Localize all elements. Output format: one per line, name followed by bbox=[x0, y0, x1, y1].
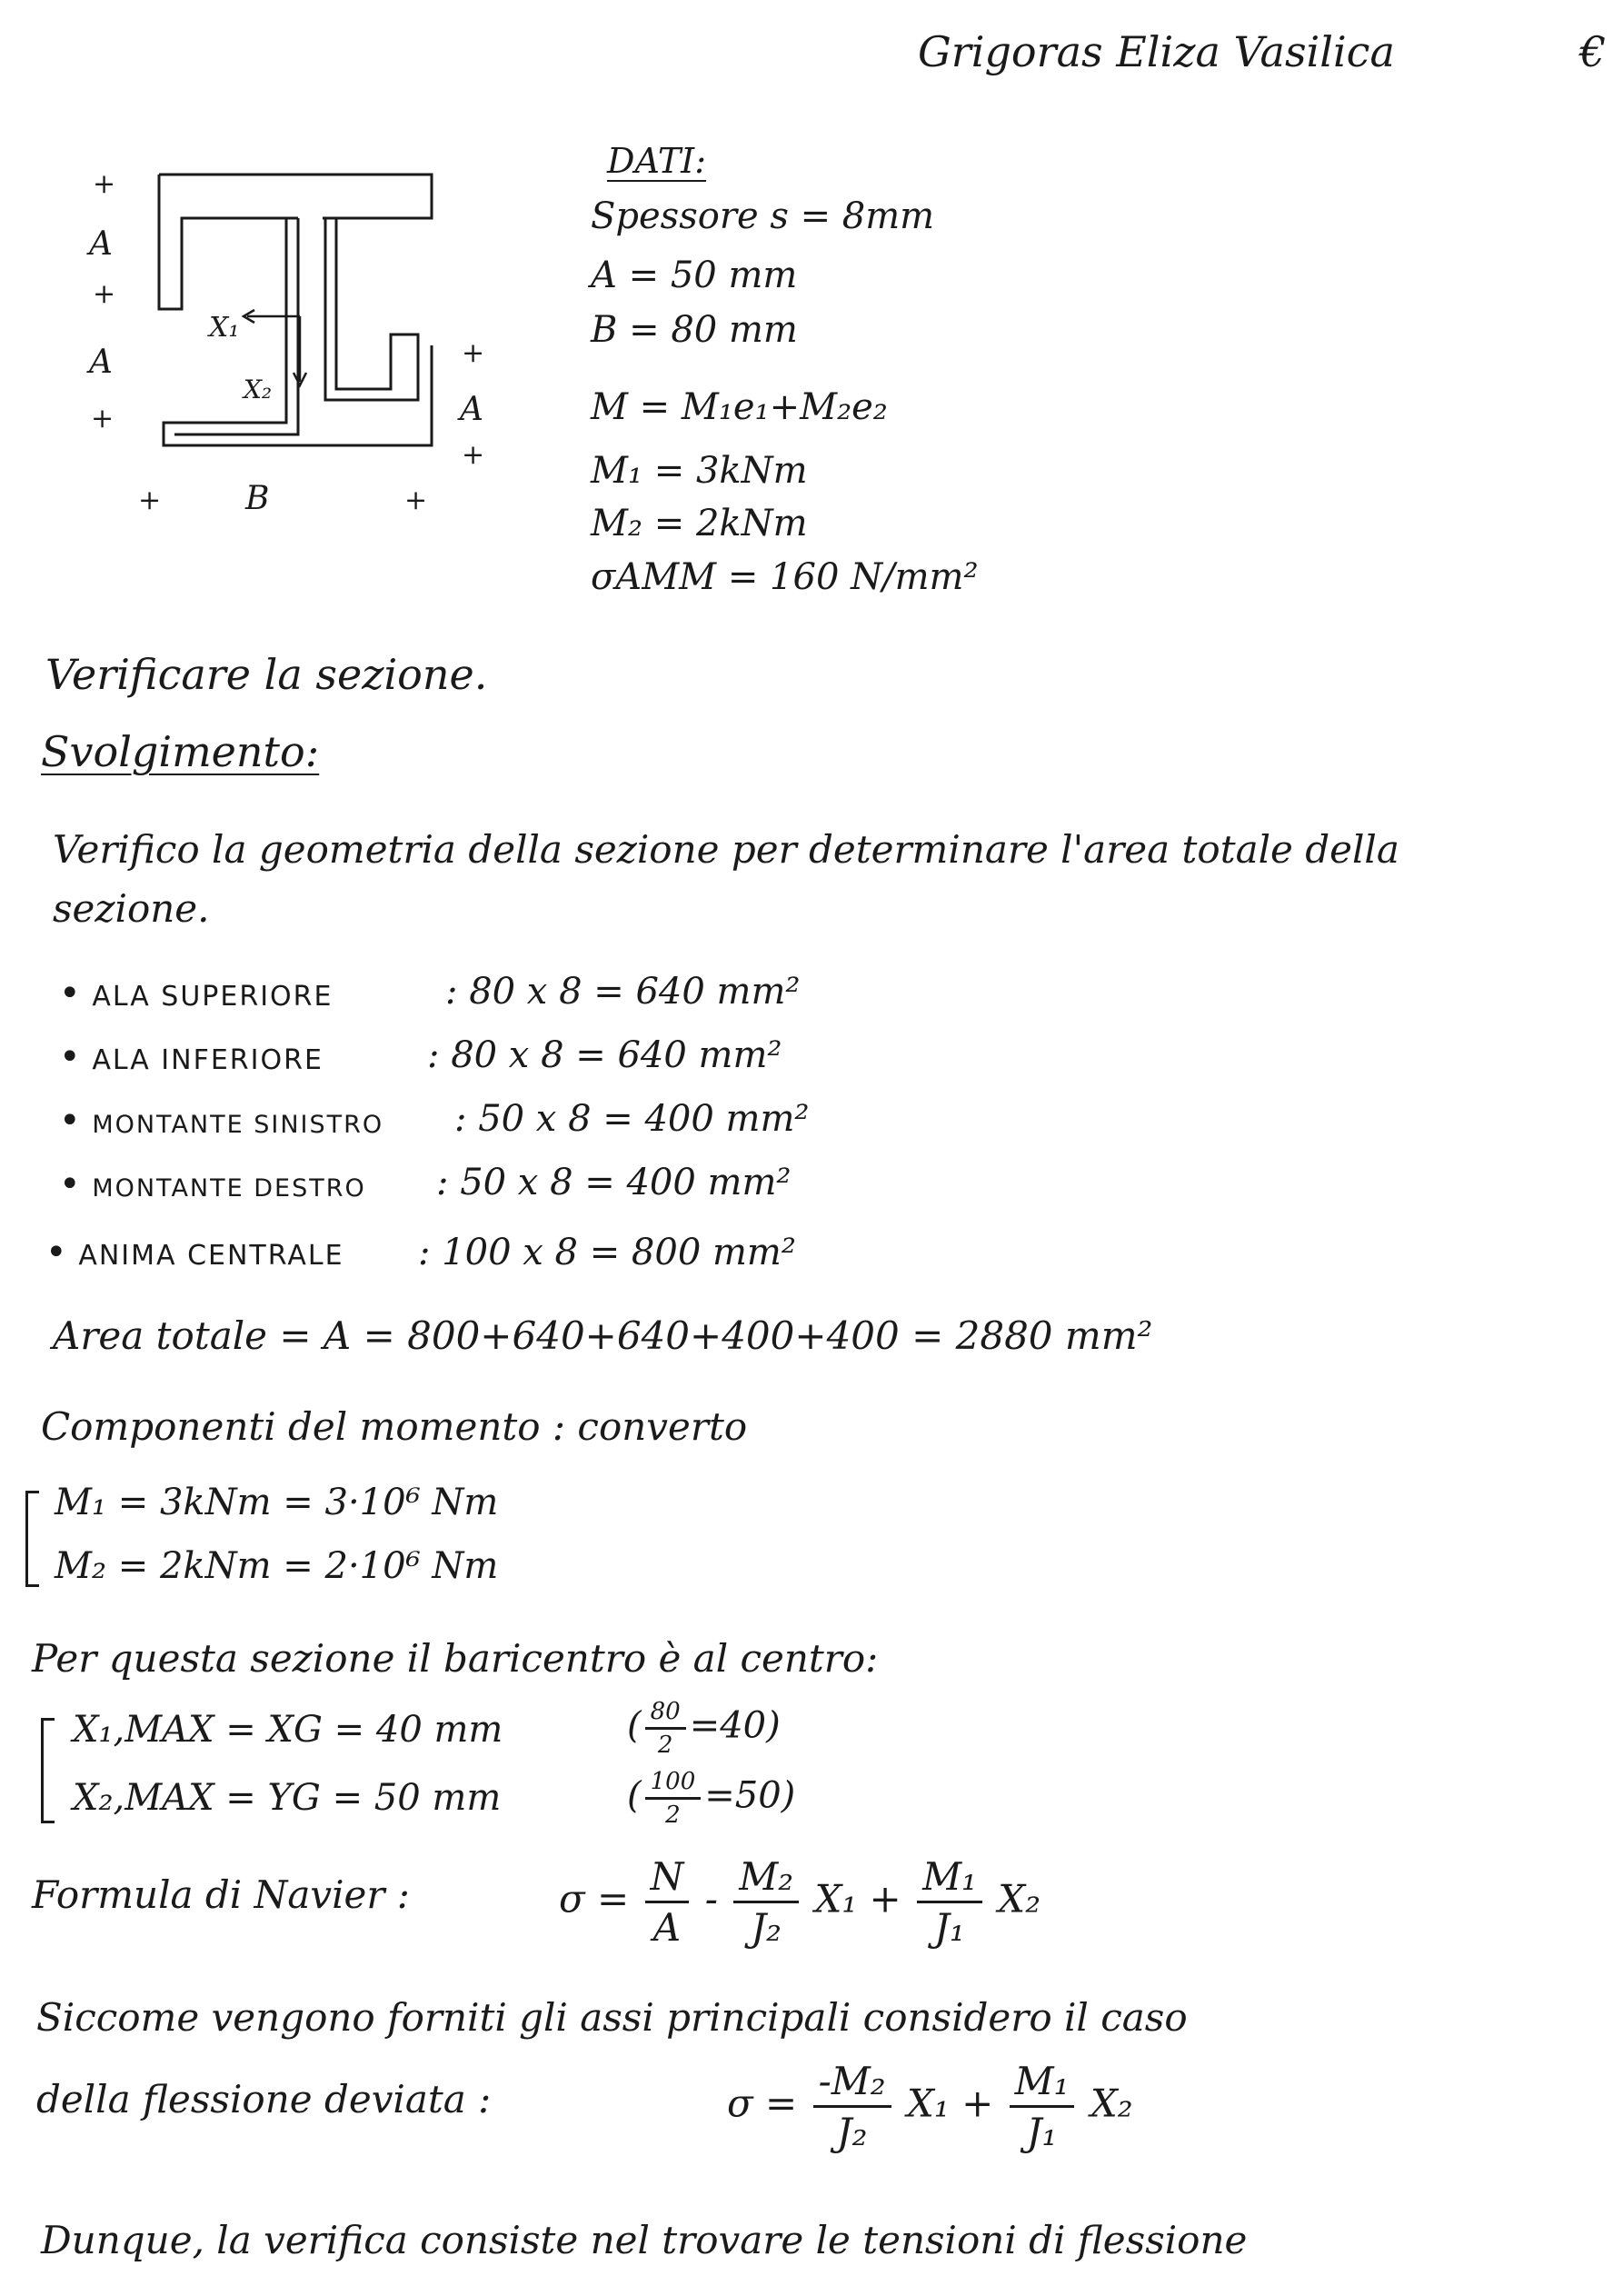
task-statement: Verificare la sezione. bbox=[45, 650, 488, 699]
brace bbox=[41, 1718, 55, 1823]
list-item-calc: : 50 x 8 = 400 mm² bbox=[436, 1162, 792, 1203]
author-name: Grigoras Eliza Vasilica bbox=[918, 27, 1395, 76]
dati-M: M = M₁e₁+M₂e₂ bbox=[591, 386, 888, 428]
deviata-formula: σ = $\frac{\text{-M₂}}{\text{J₂}}$ X₁ + $\frac{\text{M₁}}{\text{J₁}}$ X₂ bbox=[727, 2059, 1133, 2154]
list-item: • ALA SUPERIORE bbox=[59, 973, 334, 1014]
plus-mark: + bbox=[462, 439, 485, 471]
list-item: • ALA INFERIORE bbox=[59, 1036, 324, 1078]
dim-label-A: A bbox=[460, 391, 483, 428]
siccome-line-1: Siccome vengono forniti gli assi principali considero il caso bbox=[36, 1995, 1188, 2040]
list-item: • MONTANTE SINISTRO bbox=[59, 1100, 384, 1142]
plus-mark: + bbox=[404, 484, 428, 516]
dim-label-B: B bbox=[245, 480, 270, 517]
x2-max: X₂,MAX = YG = 50 mm bbox=[73, 1777, 502, 1819]
plus-mark: + bbox=[91, 403, 115, 434]
list-item-calc: : 80 x 8 = 640 mm² bbox=[445, 971, 801, 1013]
moment-title: Componenti del momento : converto bbox=[41, 1404, 748, 1449]
brace bbox=[25, 1491, 39, 1587]
list-item: • ANIMA CENTRALE bbox=[45, 1232, 344, 1273]
list-item: • MONTANTE DESTRO bbox=[59, 1163, 366, 1205]
intro-line-1: Verifico la geometria della sezione per determinare l'area totale della bbox=[53, 827, 1399, 872]
x1-check: ( $\frac{80}{2}$ =40) bbox=[627, 1698, 781, 1759]
intro-line-2: sezione. bbox=[53, 886, 210, 931]
area-total: Area totale = A = 800+640+640+400+400 = 2880 mm² bbox=[53, 1313, 1153, 1358]
axis-x1-label: X₁ bbox=[209, 312, 240, 344]
dati-B: B = 80 mm bbox=[591, 309, 798, 351]
x1-max: X₁,MAX = XG = 40 mm bbox=[73, 1709, 503, 1751]
dati-spessore: Spessore s = 8mm bbox=[591, 195, 935, 237]
dati-A: A = 50 mm bbox=[591, 255, 798, 296]
x2-check: ( $\frac{100}{2}$ =50) bbox=[627, 1768, 796, 1829]
page-mark: € bbox=[1579, 27, 1607, 76]
moment-m1: M₁ = 3kNm = 3·10⁶ Nm bbox=[55, 1482, 499, 1523]
dati-sigma-amm: σAMM = 160 N/mm² bbox=[591, 556, 979, 598]
navier-label: Formula di Navier : bbox=[32, 1872, 410, 1917]
dunque-line: Dunque, la verifica consiste nel trovare le tensioni di flessione bbox=[41, 2218, 1248, 2262]
plus-mark: + bbox=[93, 168, 116, 200]
list-item-calc: : 50 x 8 = 400 mm² bbox=[454, 1098, 810, 1140]
dati-M1: M₁ = 3kNm bbox=[591, 450, 808, 492]
dati-title: DATI: bbox=[607, 141, 706, 181]
baricentro-line: Per questa sezione il baricentro è al centro: bbox=[32, 1636, 879, 1681]
dim-label-A: A bbox=[89, 344, 113, 381]
list-item-calc: : 80 x 8 = 640 mm² bbox=[427, 1034, 782, 1076]
section-figure bbox=[73, 155, 527, 536]
navier-formula: σ = $\frac{N}{A}$ - $\frac{\text{M₂}}{\text{J₂}}$ X₁ + $\frac{\text{M₁}}{\text{J₁}}$ X₂ bbox=[559, 1854, 1041, 1950]
dati-M2: M₂ = 2kNm bbox=[591, 503, 808, 544]
axis-x2-label: X₂ bbox=[244, 374, 273, 404]
list-item-calc: : 100 x 8 = 800 mm² bbox=[418, 1232, 796, 1273]
section-outline bbox=[159, 175, 432, 445]
plus-mark: + bbox=[93, 278, 116, 310]
plus-mark: + bbox=[462, 337, 485, 369]
plus-mark: + bbox=[138, 484, 162, 516]
section-heading: Svolgimento: bbox=[41, 727, 320, 776]
siccome-line-2: della flessione deviata : bbox=[36, 2077, 492, 2121]
dim-label-A: A bbox=[89, 225, 113, 263]
moment-m2: M₂ = 2kNm = 2·10⁶ Nm bbox=[55, 1545, 499, 1587]
